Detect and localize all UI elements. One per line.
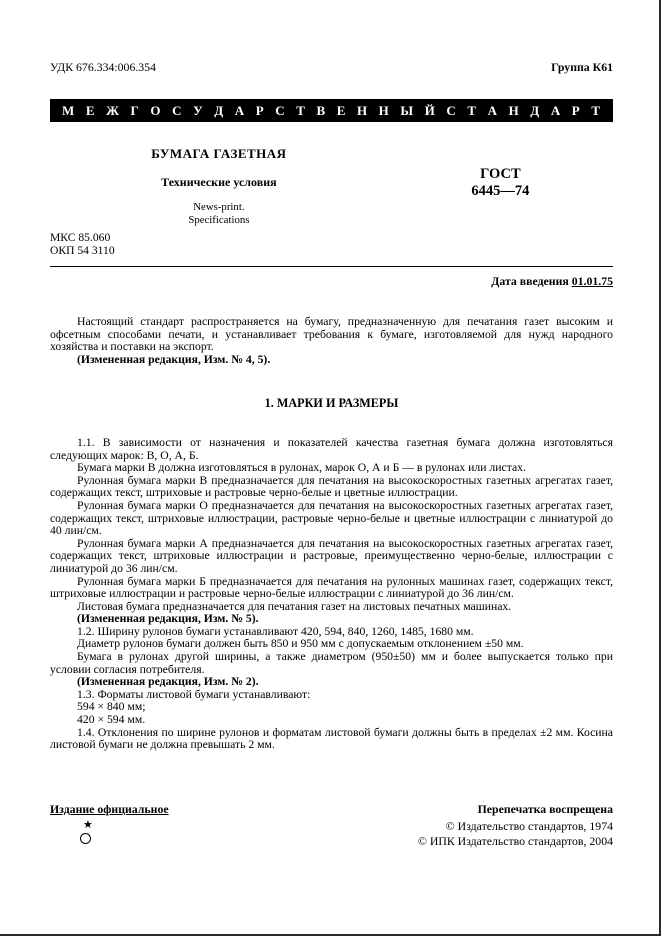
paragraph: Диаметр рулонов бумаги должен быть 850 и 950 мм с допускаемым отклонением ±50 мм.	[77, 637, 524, 651]
official-edition-label: Издание официальное	[50, 801, 169, 816]
publisher-marks	[50, 819, 93, 850]
reprint-forbidden-label: Перепечатка воспрещена	[477, 801, 613, 816]
divider-rule	[50, 266, 613, 267]
paragraph: 1.1. В зависимости от назначения и показателей качества газетная бумага должна изготовляться следующих марок: В, О, А, Б.	[50, 435, 613, 462]
english-title-line-2: Specifications	[188, 214, 250, 226]
introduction-date	[50, 274, 613, 289]
paragraph: Бумага марки В должна изготовляться в рулонах, марок О, А и Б — в рулонах или листах.	[77, 461, 526, 475]
intro-section	[50, 316, 613, 366]
section-heading: 1. МАРКИ И РАЗМЕРЫ	[264, 396, 399, 411]
paragraph: 1.4. Отклонения по ширине рулонов и форматам листовой бумаги должны быть в пределах ±2 мм. Косина листовой бумаги не должна превышать 2 мм.	[50, 725, 613, 752]
circle-icon	[80, 833, 91, 844]
paragraph: Рулонная бумага марки О предназначается для печатания на высокоскоростных газетных агрегатах газет, содержащих текст, штриховые иллюстрации, растровые черно-белые и цветные иллюстрации с линиатурой до 40 лин/см.	[50, 498, 613, 538]
page-footer	[50, 802, 613, 850]
paragraph: Рулонная бумага марки Б предназначается для печатания на рулонных машинах газет, содержащих текст, штриховые иллюстрации и растровые черно-белые иллюстрации с линиатурой до 36 лин/см.	[50, 574, 613, 601]
english-title	[50, 201, 388, 227]
group-code: Группа К61	[551, 60, 613, 74]
document-body	[50, 316, 613, 752]
gost-value: 6445—74	[471, 183, 530, 199]
classification-codes	[50, 231, 613, 257]
paragraph: Рулонная бумага марки В предназначается для печатания на высокоскоростных газетных агрегатах газет, содержащих текст, штриховые и растровые черно-белые и цветные иллюстрации.	[50, 473, 613, 500]
gost-label: ГОСТ	[480, 166, 521, 182]
top-codes-row	[50, 60, 613, 75]
paragraph: 594 × 840 мм;	[77, 700, 146, 714]
copyright-block	[418, 819, 613, 850]
paragraph: Листовая бумага предназначается для печатания газет на листовых печатных машинах.	[77, 599, 512, 613]
paragraph: Бумага в рулонах другой ширины, а также диаметром (950±50) мм и более выпускается только при условии согласия потребителя.	[50, 650, 613, 676]
paragraph: (Измененная редакция, Изм. № 2).	[77, 675, 259, 689]
intro-amendment-note: (Измененная редакция, Изм. № 4, 5).	[77, 352, 271, 366]
star-icon: ★	[83, 818, 93, 831]
intro-paragraph: Настоящий стандарт распространяется на бумагу, предназначенную для печатания газет высоким и офсетным способами печати, и устанавливает требования к бумаге, изготовляемой для нужд народного хозяйства и поставки на экспорт.	[50, 315, 613, 354]
gost-number	[388, 146, 613, 227]
mks-code: МКС 85.060	[50, 231, 111, 244]
paragraph: 1.2. Ширину рулонов бумаги устанавливают 420, 594, 840, 1260, 1485, 1680 мм.	[77, 624, 474, 638]
date-label: Дата введения	[491, 274, 572, 288]
okp-code: ОКП 54 3110	[50, 244, 115, 257]
udk-number: УДК 676.334:006.354	[50, 60, 156, 74]
document-title: БУМАГА ГАЗЕТНАЯ	[151, 146, 287, 161]
section-body	[50, 437, 613, 752]
title-block	[50, 146, 613, 227]
interstate-standard-banner: М Е Ж Г О С У Д А Р С Т В Е Н Н Ы Й С Т А Н Д А Р Т	[50, 99, 613, 122]
copyright-line-1: © Издательство стандартов, 1974	[445, 818, 613, 833]
date-value: 01.01.75	[571, 274, 613, 288]
paragraph: Рулонная бумага марки А предназначается для печатания на высокоскоростных газетных агрегатах газет, содержащих текст, штриховые иллюстрации и растровые, преимущественно черно-белые, иллюстрации с линиатурой до 36 лин/см.	[50, 536, 613, 575]
footer-labels-row	[50, 802, 613, 817]
english-title-line-1: News-print.	[193, 201, 245, 213]
paragraph: 1.3. Форматы листовой бумаги устанавливают:	[77, 687, 311, 701]
paragraph: (Измененная редакция, Изм. № 5).	[77, 612, 259, 626]
footer-bottom-row	[50, 819, 613, 850]
title-left-column	[50, 146, 388, 227]
copyright-line-2: © ИПК Издательство стандартов, 2004	[417, 834, 613, 849]
paragraph: 420 × 594 мм.	[77, 713, 146, 727]
document-subtitle: Технические условия	[161, 175, 277, 189]
